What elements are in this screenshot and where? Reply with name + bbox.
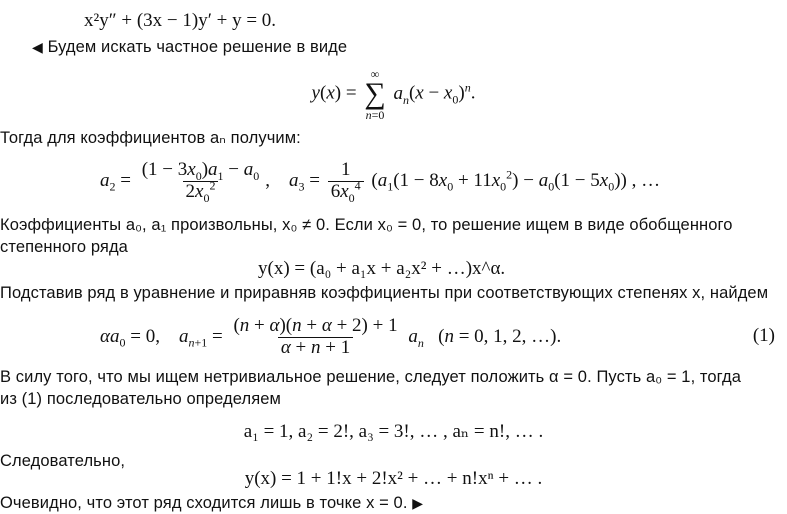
equation-series-result-text: y(x) = 1 + 1!x + 2!x² + … + n!xⁿ + … .: [244, 468, 543, 489]
triangle-left-icon: ◀: [32, 39, 43, 55]
text-line-9-content: Очевидно, что этот ряд сходится лишь в точке x = 0.: [0, 494, 408, 512]
triangle-right-icon: ▶: [412, 495, 424, 511]
text-line-2: Тогда для коэффициентов aₙ получим:: [0, 129, 301, 147]
equation-series-expansion: y(x) = ∞ ∑ n=0 $a_n(x - x_0)^n$.: [311, 67, 476, 122]
equation-number: (1): [752, 325, 775, 346]
equation-coefficient-values-text: a₁ = 1, a₂ = 2!, a₃ = 3!, … , aₙ = n!, … .: [243, 421, 544, 442]
text-line-4: степенного ряда: [0, 238, 128, 256]
equation-ode: [84, 10, 276, 32]
equation-series-result: [0, 468, 787, 490]
equation-ode-text: x²y″ + (3x − 1)y′ + y = 0.: [84, 10, 277, 31]
text-line-1: [32, 38, 347, 57]
text-line-7: из (1) последовательно определяем: [0, 390, 281, 408]
equation-generalized-series: [258, 258, 505, 280]
equation-coefficients: $a_2$ = $\frac{(1 - 3x_0)a_1 - a_0}{2x_0^2}$ , $a_3$ = $\frac{1}{6x_0^4}$ $(a_1(1 - 8x_0 + 11x_0^2) - a_0(1 - 5x_0))$ , …: [100, 159, 661, 205]
equation-recurrence: $\alpha a_0 = 0$, $a_{n+1}$ = $\frac{(n + \alpha)(n + \alpha + 2) + 1}{\alpha + n + 1}$ $a_n$ (n = 0, 1, 2, …).: [100, 315, 562, 358]
equation-generalized-series-text: y(x) = (a₀ + a₁x + a₂x² + …)x^α.: [258, 258, 506, 279]
text-line-6: В силу того, что мы ищем нетривиальное решение, следует положить α = 0. Пусть a₀ = 1, тогда: [0, 368, 742, 386]
text-line-1-content: Будем искать частное решение в виде: [47, 38, 348, 56]
text-line-9: [0, 494, 423, 513]
text-line-8: Следовательно,: [0, 452, 126, 470]
text-line-3: Коэффициенты a₀, a₁ произвольны, x₀ ≠ 0. Если x₀ = 0, то решение ищем в виде обобщенного: [0, 216, 733, 234]
sum-symbol: ∞ ∑ n=0: [364, 67, 386, 122]
equation-coefficient-values: [0, 420, 787, 443]
text-line-5: Подставив ряд в уравнение и приравняв коэффициенты при соответствующих степенях x, найдем: [0, 284, 769, 302]
